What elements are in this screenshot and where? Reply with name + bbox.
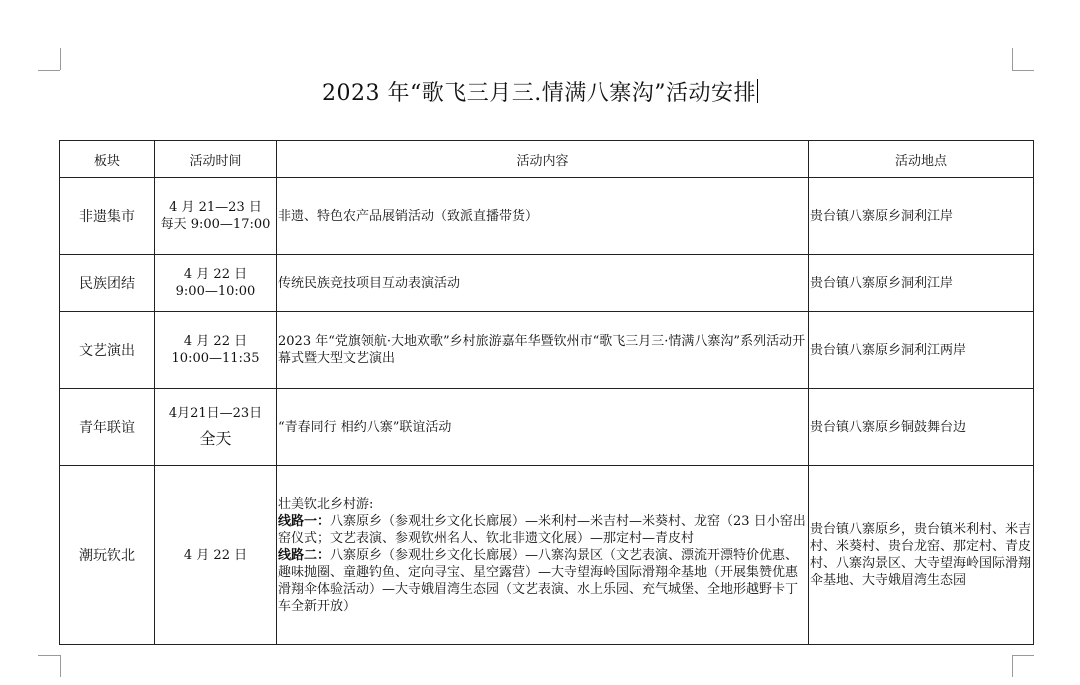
crop-mark-bottom-right-vertical xyxy=(1012,655,1013,677)
cell-block: 文艺演出 xyxy=(60,312,155,389)
content-intro: 壮美钦北乡村游: xyxy=(278,496,374,512)
crop-mark-top-left-horizontal xyxy=(38,70,60,71)
cell-block: 民族团结 xyxy=(60,255,155,312)
cell-content xyxy=(277,466,809,645)
table-row xyxy=(60,466,1034,645)
crop-mark-bottom-left-vertical xyxy=(60,655,61,677)
header-content: 活动内容 xyxy=(277,141,809,178)
time-hours: 每天 9:00—17:00 xyxy=(160,217,271,232)
crop-mark-bottom-left-horizontal xyxy=(38,655,60,656)
table-row xyxy=(60,178,1034,255)
time-date: 4 月 21—23 日 xyxy=(169,200,262,215)
cell-time xyxy=(155,255,277,312)
crop-mark-top-right-horizontal xyxy=(1012,70,1034,71)
time-hours: 9:00—10:00 xyxy=(175,284,256,299)
cell-time xyxy=(155,312,277,389)
crop-mark-top-right-vertical xyxy=(1012,48,1013,70)
cell-time xyxy=(155,178,277,255)
header-place: 活动地点 xyxy=(809,141,1034,178)
route-one xyxy=(278,513,807,547)
time-date: 4 月 22 日 xyxy=(183,267,248,282)
route-one-label: 线路一： xyxy=(278,513,331,529)
header-block: 板块 xyxy=(60,141,155,178)
time-all-day: 全天 xyxy=(199,429,232,448)
table-row xyxy=(60,255,1034,312)
route-two xyxy=(278,547,807,615)
time-date: 4 月 22 日 xyxy=(183,547,248,563)
cell-content: 2023 年“党旗领航·大地欢歌”乡村旅游嘉年华暨钦州市“歌飞三月三·情满八寨沟”系列活动开幕式暨大型文艺演出 xyxy=(277,312,809,389)
time-date: 4月21日—23日 xyxy=(168,406,263,421)
cell-time xyxy=(155,466,277,645)
route-two-label: 线路二： xyxy=(278,547,331,563)
schedule-table xyxy=(59,140,1034,645)
crop-mark-top-left-vertical xyxy=(60,48,61,70)
text-cursor xyxy=(757,79,758,103)
cell-place: 贵台镇八寨原乡洞利江岸 xyxy=(809,255,1034,312)
table-row xyxy=(60,389,1034,466)
cell-block: 非遗集市 xyxy=(60,178,155,255)
cell-block: 青年联谊 xyxy=(60,389,155,466)
document-title-text: 2023 年“歌飞三月三.情满八寨沟”活动安排 xyxy=(322,81,756,106)
cell-place: 贵台镇八寨原乡洞利江岸 xyxy=(809,178,1034,255)
cell-place: 贵台镇八寨原乡铜鼓舞台边 xyxy=(809,389,1034,466)
route-two-text: 八寨原乡（参观壮乡文化长廊展）—八寨沟景区（文艺表演、漂流开漂特价优惠、趣味抛圈、童趣钓鱼、定向寻宝、星空露营）—大寺望海岭国际滑翔伞基地（开展集赞优惠滑翔伞体验活动）—大寺娥眉湾生态园（文艺表演、水上乐园、充气城堡、全地形越野卡丁车全新开放） xyxy=(278,547,799,614)
time-date: 4 月 22 日 xyxy=(183,334,248,349)
route-one-text: 八寨原乡（参观壮乡文化长廊展）—米利村—米吉村—米葵村、龙窑（23 日小窑出窑仪式；文艺表演、参观钦州名人、钦北非遗文化展）—那定村—青皮村 xyxy=(278,513,806,546)
cell-place: 贵台镇八寨原乡，贵台镇米利村、米吉村、米葵村、贵台龙窑、那定村、青皮村、八寨沟景区、大寺望海岭国际滑翔伞基地、大寺娥眉湾生态园 xyxy=(809,466,1034,645)
time-hours: 10:00—11:35 xyxy=(171,351,260,366)
cell-content: 非遗、特色农产品展销活动（致派直播带货） xyxy=(277,178,809,255)
table-header-row xyxy=(60,141,1034,178)
cell-time xyxy=(155,389,277,466)
cell-place: 贵台镇八寨原乡洞利江两岸 xyxy=(809,312,1034,389)
cell-block: 潮玩钦北 xyxy=(60,466,155,645)
cell-content: 传统民族竞技项目互动表演活动 xyxy=(277,255,809,312)
crop-mark-bottom-right-horizontal xyxy=(1012,655,1034,656)
header-time: 活动时间 xyxy=(155,141,277,178)
table-row xyxy=(60,312,1034,389)
cell-content: “青春同行 相约八寨”联谊活动 xyxy=(277,389,809,466)
document-title[interactable] xyxy=(0,76,1080,107)
